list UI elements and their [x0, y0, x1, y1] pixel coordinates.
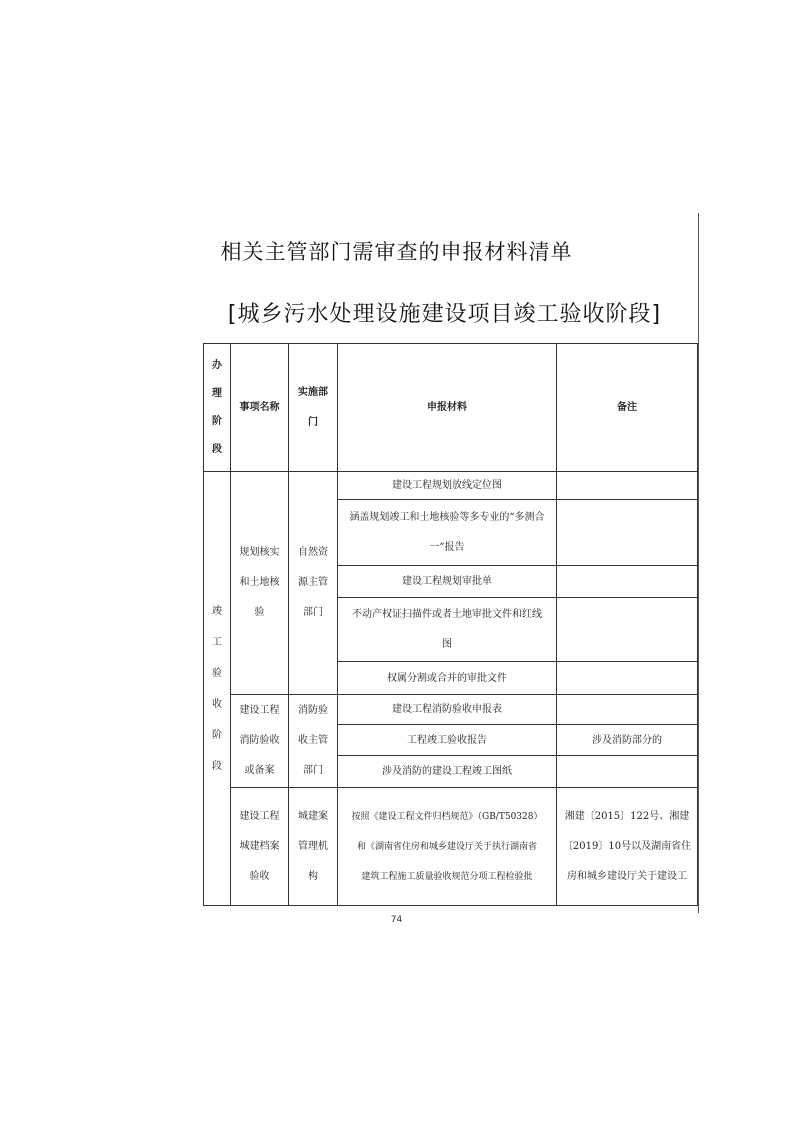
remark-cell [557, 662, 698, 695]
remark-cell [557, 566, 698, 598]
material-cell: 按照《建设工程文件归档规范》（GB/T50328） 和《湖南省住房和城乡建设厅关于执行湖南省 建筑工程施工质量验收规范分项工程检验批 [338, 788, 557, 906]
item-cell: 规划核实 和土地核 验 [231, 472, 289, 695]
material-cell: 建设工程规划审批单 [338, 566, 557, 598]
dept-cell: 自然资 源主管 部门 [289, 472, 338, 695]
table-header-row [204, 344, 698, 472]
table-row [204, 695, 698, 725]
material-cell: 建设工程规划放线定位图 [338, 472, 557, 500]
table-row [204, 472, 698, 500]
header-item: 事项名称 [231, 344, 289, 472]
remark-cell: 涉及消防部分的 [557, 725, 698, 756]
header-stage: 办 理 阶 段 [204, 344, 231, 472]
remark-cell [557, 756, 698, 788]
item-cell: 建设工程 城建档案 验收 [231, 788, 289, 906]
dept-cell: 消防验 收主管 部门 [289, 695, 338, 788]
remark-cell [557, 500, 698, 566]
item-cell: 建设工程 消防验收 或备案 [231, 695, 289, 788]
table-row [204, 788, 698, 906]
page-number: 74 [390, 915, 403, 925]
remark-cell [557, 598, 698, 662]
dept-cell: 城建案 管理机 构 [289, 788, 338, 906]
header-materials: 申报材料 [338, 344, 557, 472]
stage-cell: 竣 工 验 收 阶 段 [204, 472, 231, 906]
header-dept: 实施部 门 [289, 344, 338, 472]
material-cell: 建设工程消防验收申报表 [338, 695, 557, 725]
document-title: 相关主管部门需审查的申报材料清单 [220, 240, 573, 264]
material-cell: 权属分割或合并的审批文件 [338, 662, 557, 695]
remark-cell: 湘建〔2015〕122号、湘建 〔2019〕10号以及湖南省住 房和城乡建设厅关于建设工 [557, 788, 698, 906]
material-cell: 工程竣工验收报告 [338, 725, 557, 756]
remark-cell [557, 695, 698, 725]
material-cell: 不动产权证扫描件或者土地审批文件和红线 图 [338, 598, 557, 662]
header-remarks: 备注 [557, 344, 698, 472]
document-subtitle: [城乡污水处理设施建设项目竣工验收阶段] [227, 302, 662, 327]
material-cell: 涉及消防的建设工程竣工图纸 [338, 756, 557, 788]
materials-table [203, 343, 698, 906]
remark-cell [557, 472, 698, 500]
material-cell: 涵盖规划竣工和土地核验等多专业的“多测合 一”报告 [338, 500, 557, 566]
